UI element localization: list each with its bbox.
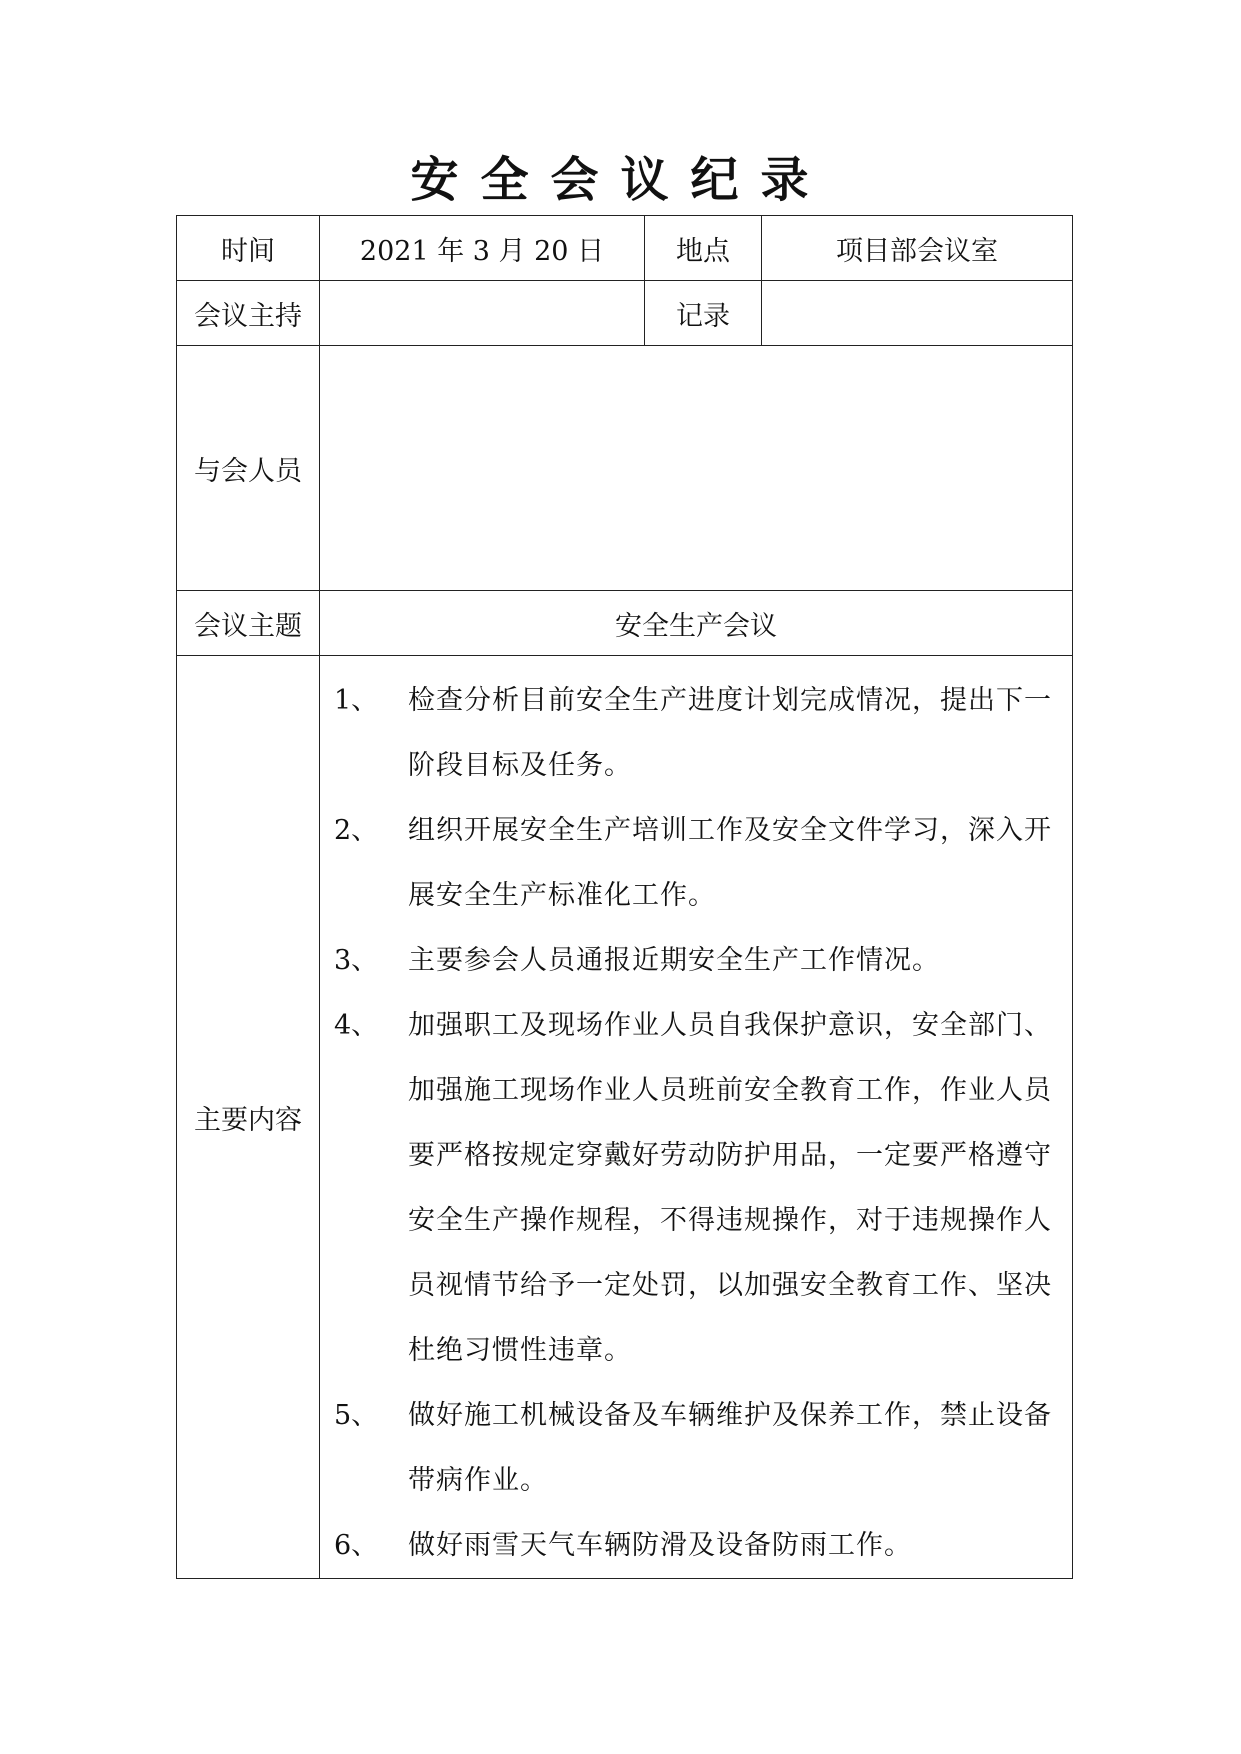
- content-item-number: 1、: [334, 685, 379, 716]
- time-label: 时间: [177, 216, 320, 281]
- content-label: 主要内容: [177, 656, 320, 1579]
- content-item: [334, 993, 1062, 1383]
- topic-row: [177, 591, 1073, 656]
- content-item-number: 2、: [334, 815, 379, 846]
- location-label: 地点: [645, 216, 762, 281]
- content-item-text: 检查分析目前安全生产进度计划完成情况，提出下一阶段目标及任务。: [408, 685, 1052, 781]
- topic-label: 会议主题: [177, 591, 320, 656]
- content-item-number: 6、: [334, 1530, 379, 1561]
- content-item-text: 加强职工及现场作业人员自我保护意识，安全部门、加强施工现场作业人员班前安全教育工作，作业人员要严格按规定穿戴好劳动防护用品，一定要严格遵守安全生产操作规程，不得违规操作，对于违规操作人员视情节给予一定处罚，以加强安全教育工作、坚决杜绝习惯性违章。: [408, 1010, 1052, 1366]
- location-value: 项目部会议室: [762, 216, 1073, 281]
- content-item-text: 做好雨雪天气车辆防滑及设备防雨工作。: [408, 1530, 912, 1561]
- host-recorder-row: [177, 281, 1073, 346]
- content-list: [320, 656, 1073, 1579]
- content-item: [334, 798, 1062, 928]
- content-item: [334, 928, 1062, 993]
- time-location-row: [177, 216, 1073, 281]
- host-label: 会议主持: [177, 281, 320, 346]
- content-row: [177, 656, 1073, 1579]
- document-title: 安全会议纪录: [410, 152, 831, 208]
- recorder-label: 记录: [645, 281, 762, 346]
- content-item-number: 4、: [334, 1010, 379, 1041]
- content-item-text: 做好施工机械设备及车辆维护及保养工作，禁止设备带病作业。: [408, 1400, 1052, 1496]
- content-item-text: 主要参会人员通报近期安全生产工作情况。: [408, 945, 940, 976]
- content-item-number: 5、: [334, 1400, 379, 1431]
- time-value: 2021 年 3 月 20 日: [320, 216, 645, 281]
- content-item: [334, 668, 1062, 798]
- host-value: [320, 281, 645, 346]
- content-item-text: 组织开展安全生产培训工作及安全文件学习，深入开展安全生产标准化工作。: [408, 815, 1052, 911]
- content-item-number: 3、: [334, 945, 379, 976]
- topic-value: 安全生产会议: [320, 591, 1073, 656]
- attendees-row: [177, 346, 1073, 591]
- recorder-value: [762, 281, 1073, 346]
- attendees-value: [320, 346, 1073, 591]
- meeting-record-table: [176, 215, 1073, 1579]
- content-item: [334, 1513, 1062, 1578]
- content-item: [334, 1383, 1062, 1513]
- attendees-label: 与会人员: [177, 346, 320, 591]
